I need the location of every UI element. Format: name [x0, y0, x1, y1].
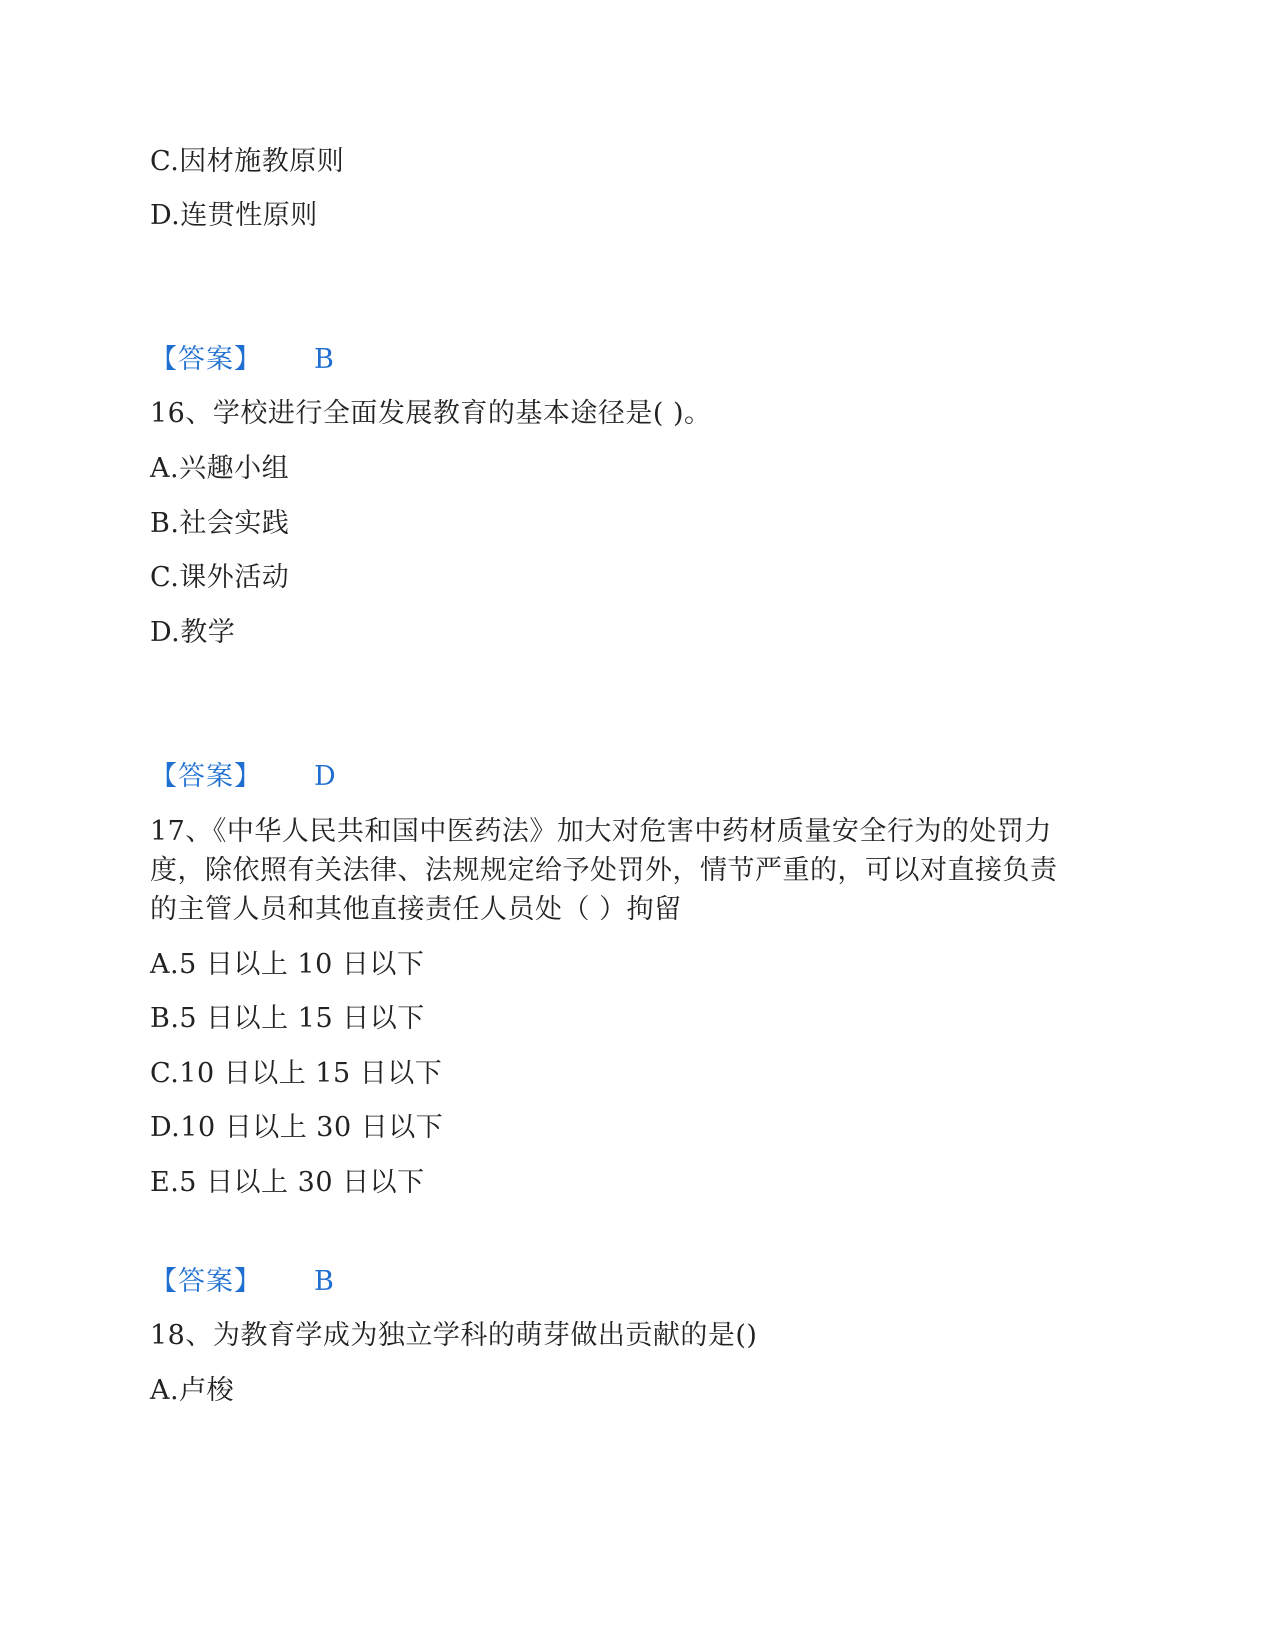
question-17-stem-line-1: 17、《中华人民共和国中医药法》加大对危害中药材质量安全行为的处罚力 — [150, 816, 1052, 847]
option-b-q17: B.5 日以上 15 日以下 — [150, 1003, 425, 1034]
option-c-q17: C.10 日以上 15 日以下 — [150, 1058, 443, 1089]
answer-value: B — [314, 1266, 335, 1297]
option-e-q17: E.5 日以上 30 日以下 — [150, 1167, 425, 1198]
question-16-stem: 16、学校进行全面发展教育的基本途径是( )。 — [150, 398, 712, 429]
answer-label: 【答案】 — [150, 344, 262, 375]
answer-q16 — [150, 761, 336, 793]
option-c-q15: C.因材施教原则 — [150, 146, 345, 177]
answer-value: D — [314, 761, 337, 792]
question-17-stem-line-2: 度，除依照有关法律、法规规定给予处罚外，情节严重的，可以对直接负责 — [150, 855, 1058, 886]
option-a-q17: A.5 日以上 10 日以下 — [150, 949, 425, 980]
option-c-q16: C.课外活动 — [150, 562, 290, 593]
option-a-q16: A.兴趣小组 — [150, 453, 290, 484]
option-d-q17: D.10 日以上 30 日以下 — [150, 1112, 444, 1143]
option-b-q16: B.社会实践 — [150, 508, 290, 539]
option-d-q15: D.连贯性原则 — [150, 200, 318, 231]
answer-value: B — [314, 344, 335, 375]
answer-label: 【答案】 — [150, 1266, 262, 1297]
option-d-q16: D.教学 — [150, 617, 236, 648]
answer-label: 【答案】 — [150, 761, 262, 792]
answer-q15 — [150, 344, 334, 376]
question-17-stem-line-3: 的主管人员和其他直接责任人员处（ ）拘留 — [150, 894, 682, 925]
option-a-q18: A.卢梭 — [150, 1375, 235, 1406]
question-18-stem: 18、为教育学成为独立学科的萌芽做出贡献的是() — [150, 1320, 758, 1351]
answer-q17 — [150, 1266, 334, 1298]
